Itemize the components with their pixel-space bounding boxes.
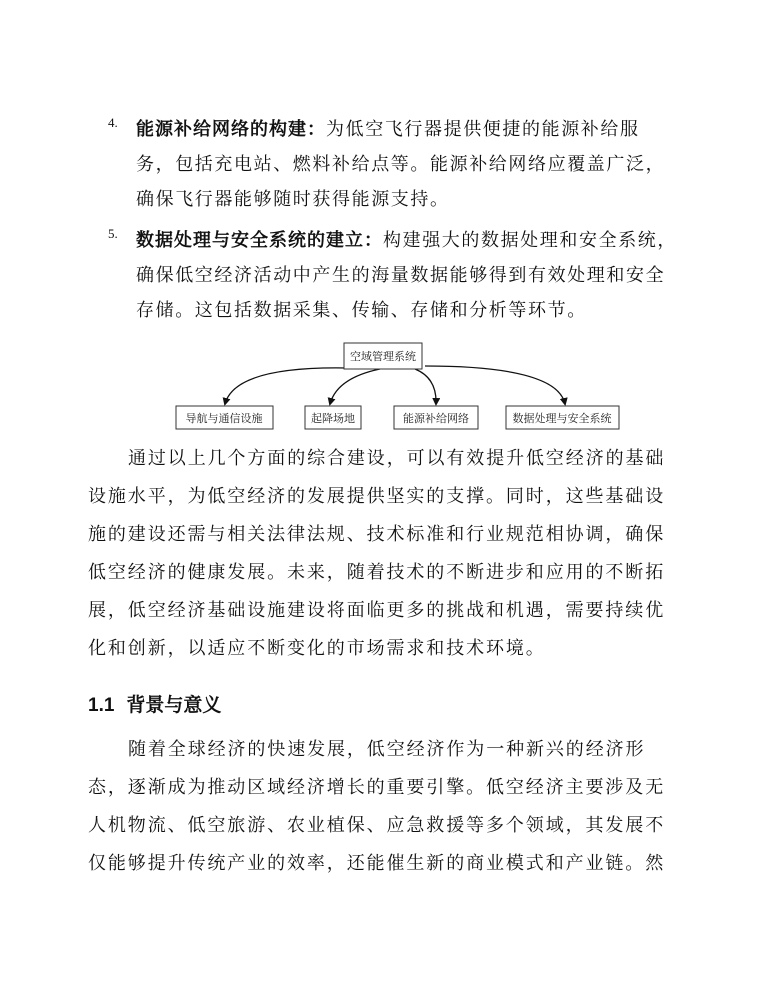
hierarchy-diagram <box>175 336 625 432</box>
list-item-title: 能源补给网络的构建 <box>136 119 307 140</box>
diagram-node-label: 起降场地 <box>311 412 355 425</box>
list-item-title: 数据处理与安全系统的建立 <box>136 230 364 251</box>
title-separator: ： <box>364 230 383 251</box>
diagram-arrow <box>225 368 347 404</box>
body-paragraph: 随着全球经济的快速发展，低空经济作为一种新兴的经济形态，逐渐成为推动区域经济增长的重要引擎。低空经济主要涉及无人机物流、低空旅游、农业植保、应急救援等多个领域，其发展不仅能够提升传统产业的效率，还能催生新的商业模式和产业链。然 <box>88 739 666 874</box>
title-separator: ： <box>307 119 326 140</box>
section-heading <box>88 690 221 717</box>
list-item-body: 构建强大的数据处理和安全系统，确保低空经济活动中产生的海量数据能够得到有效处理和安全存储。这包括数据采集、传输、存储和分析等环节。 <box>136 230 677 321</box>
body-paragraph: 通过以上几个方面的综合建设，可以有效提升低空经济的基础设施水平，为低空经济的发展提供坚实的支撑。同时，这些基础设施的建设还需与相关法律法规、技术标准和行业规范相协调，确保低空经济的健康发展。未来，随着技术的不断进步和应用的不断拓展，低空经济基础设施建设将面临更多的挑战和机遇，需要持续优化和创新，以适应不断变化的市场需求和技术环境。 <box>88 448 666 659</box>
diagram-root-label: 空域管理系统 <box>350 350 416 363</box>
diagram-node-label: 数据处理与安全系统 <box>512 412 612 425</box>
diagram-node-label: 能源补给网络 <box>403 412 469 425</box>
list-item-5 <box>108 223 678 328</box>
list-item-body: 为低空飞行器提供便捷的能源补给服务，包括充电站、燃料补给点等。能源补给网络应覆盖广泛，确保飞行器能够随时获得能源支持。 <box>136 119 666 210</box>
diagram-arrow <box>425 366 565 404</box>
diagram-arrow <box>330 369 380 404</box>
diagram-arrow <box>415 369 436 404</box>
list-item-4 <box>108 112 678 217</box>
list-number: 5. <box>108 226 118 241</box>
diagram-node-label: 导航与通信设施 <box>185 412 263 425</box>
list-number: 4. <box>108 115 118 130</box>
section-number: 1.1 <box>88 695 115 716</box>
section-title: 背景与意义 <box>126 694 222 716</box>
